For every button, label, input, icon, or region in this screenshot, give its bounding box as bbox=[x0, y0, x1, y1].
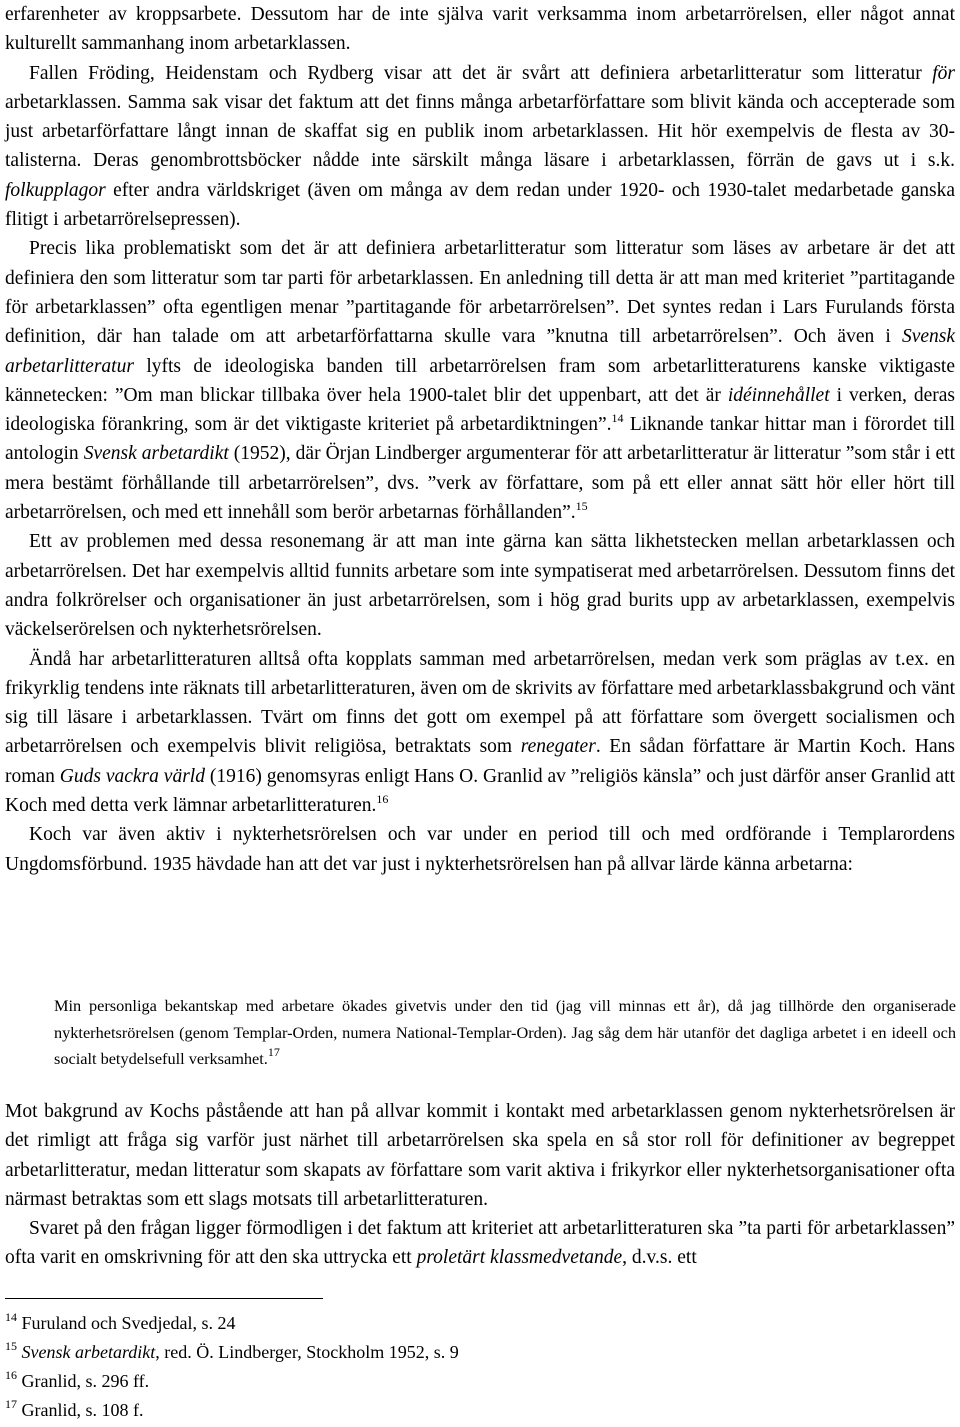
text-run: . En sådan författare är Martin Koch. Hans roman bbox=[5, 736, 956, 787]
footnote-reference: 17 bbox=[267, 1045, 280, 1059]
text-run: , red. Ö. Lindberger, Stockholm 1952, s. 9 bbox=[155, 1342, 459, 1362]
text-run: Granlid, s. 108 f. bbox=[21, 1400, 144, 1420]
text-run: (1916) genomsyras enligt Hans O. Granlid av ”religiös känsla” och just därför anser Granlid att Koch med detta verk lämnar arbetarlitteraturen. bbox=[5, 765, 955, 817]
italic-text: renegater bbox=[520, 736, 596, 758]
text-run: (1952), där Örjan Lindberger argumenterar för att arbetarlitteratur är litteratur ”som står i ett mera bestämt förhållande till arbetarrörelsen”, dvs. ”verk av författare, som på ett eller annat sätt hör eller hört till arbetarrörelsen, och med ett innehåll som berör arbetarnas förhållanden”. bbox=[5, 443, 955, 524]
text-run: lyfts de ideologiska banden till arbetarrörelsen fram som arbetarlitteraturens kanske viktigaste kännetecken: ”Om man blickar tillbaka över hela 1900-talet blir det uppenbart, att det är bbox=[5, 355, 955, 406]
text-run: Precis lika problematiskt som det är att definiera arbetarlitteratur som litteratur som läses av arbetare är det att definiera den som litteratur som tar parti för arbetarklassen. En anledning till detta är att man med kriteriet ”partitagande för arbetarklassen” ofta egentligen menar ”partitagande för arbetarrörelsen”. Det syntes redan i Lars Furulands första definition, där han talade om att arbetarförfattarna skulle vara ”knutna till arbetarrörelsen”. Och även i bbox=[5, 238, 955, 348]
paragraph-p5 bbox=[5, 820, 955, 879]
text-run: Liknande tankar hittar man i förordet till antologin bbox=[5, 414, 955, 465]
text-run: Ändå har arbetarlitteraturen alltså ofta kopplats samman med arbetarrörelsen, medan verk som präglas av t.ex. en frikyrklig tendens inte räknats till arbetarlitteraturen, även om de skrivits av författare med arbetarklassbakgrund och vänt sig till läsare i arbetarklassen. Tvärt om finns det gott om exempel på att författare som övergett socialismen och arbetarrörelsen och exempelvis blivit religiösa, betraktats som bbox=[5, 648, 955, 758]
body-text-bottom bbox=[5, 1097, 955, 1273]
text-run: efter andra världskriget (även om många av dem redan under 1920- och 1930-talet medarbetade ganska flitigt i arbetarrörelsepressen). bbox=[5, 179, 955, 231]
body-text-top bbox=[5, 0, 955, 879]
footnote-15 bbox=[5, 1338, 955, 1367]
text-run: Koch var även aktiv i nykterhetsrörelsen och var under en period till och med ordförande i Templarordens Ungdomsförbund. 1935 hävdade han att det var just i nykterhetsrörelsen han på allvar lärde känna arbetarna: bbox=[5, 824, 955, 875]
footnote-reference: 14 bbox=[611, 411, 624, 426]
text-run: Mot bakgrund av Kochs påstående att han på allvar kommit i kontakt med arbetarklassen genom nykterhetsrörelsen är det rimligt att fråga sig varför just närhet till arbetarrörelsen ska spela en så stor roll för definitioner av begreppet arbetarlitteratur, medan litteratur som skapats av författare som varit aktiva i frikyrkor eller nykterhetsorganisationer ofta närmast betraktas som ett slags motsats till arbetarlitteraturen. bbox=[5, 1101, 955, 1210]
footnote-16 bbox=[5, 1367, 955, 1396]
paragraph-p1 bbox=[5, 59, 955, 235]
paragraph-p0 bbox=[5, 0, 955, 59]
paragraph-p7 bbox=[5, 1214, 955, 1273]
text-run: , d.v.s. ett bbox=[622, 1247, 697, 1269]
italic-text: Svensk arbetardikt bbox=[83, 443, 229, 465]
italic-text: idéinnehållet bbox=[727, 384, 830, 406]
paragraph-p6 bbox=[5, 1097, 955, 1214]
italic-text: Guds vackra värld bbox=[59, 765, 205, 787]
paragraph-p3 bbox=[5, 527, 955, 644]
quote-paragraph bbox=[54, 993, 956, 1073]
footnotes bbox=[5, 1309, 955, 1425]
paragraph-p4 bbox=[5, 645, 955, 821]
italic-text: proletärt klassmedvetande bbox=[416, 1247, 623, 1269]
text-run: i verken, deras ideologiska förankring, som är det viktigaste kriteriet på arbetardiktningen”. bbox=[5, 384, 955, 436]
text-run: arbetarklassen. Samma sak visar det faktum att det finns många arbetarförfattare som blivit kända och accepterade som just arbetarförfattare långt innan de skaffat sig en publik inom arbetarklassen. Hit hör exempelvis de flesta av 30-talisterna. Deras genombrottsböcker nådde inte särskilt många läsare i arbetarklassen, förrän de gavs ut i s.k. bbox=[5, 91, 955, 172]
footnote-number: 14 bbox=[5, 1310, 17, 1324]
text-run: Min personliga bekantskap med arbetare ökades givetvis under den tid (jag vill minnas ett år), då jag tillhörde den organiserade nykterhetsrörelsen (genom Templar-Orden, numera National-Templar-Orden). Jag såg dem här utanför det dagliga arbetet i en ideell och socialt betydelsefull verksamhet. bbox=[54, 996, 956, 1068]
italic-text: Svensk arbetardikt bbox=[21, 1342, 156, 1362]
italic-text: för bbox=[932, 62, 955, 84]
text-run: Fallen Fröding, Heidenstam och Rydberg visar att det är svårt att definiera arbetarlitteratur som litteratur bbox=[29, 62, 933, 84]
footnote-number: 16 bbox=[5, 1368, 17, 1382]
footnote-number: 17 bbox=[5, 1397, 17, 1411]
text-run: Furuland och Svedjedal, s. 24 bbox=[21, 1313, 236, 1333]
footnote-number: 15 bbox=[5, 1339, 17, 1353]
footnote-reference: 16 bbox=[376, 792, 389, 807]
footnote-14 bbox=[5, 1309, 955, 1338]
italic-text: Svensk arbetarlitteratur bbox=[5, 326, 955, 377]
block-quote bbox=[54, 993, 956, 1073]
paragraph-p2 bbox=[5, 234, 955, 527]
footnote-reference: 15 bbox=[575, 499, 588, 514]
footnote-divider bbox=[5, 1298, 323, 1299]
document-page bbox=[5, 0, 955, 879]
text-run: Svaret på den frågan ligger förmodligen i det faktum att kriteriet att arbetarlitteraturen ska ”ta parti för arbetarklassen” ofta varit en omskrivning för att den ska uttrycka ett bbox=[5, 1218, 955, 1269]
footnote-17 bbox=[5, 1396, 955, 1425]
text-run: Granlid, s. 296 ff. bbox=[21, 1371, 150, 1391]
text-run: Ett av problemen med dessa resonemang är att man inte gärna kan sätta likhetstecken mellan arbetarklassen och arbetarrörelsen. Det har exempelvis alltid funnits arbetare som inte sympatiserat med arbetarrörelsen. Dessutom finns det andra folkrörelser och organisationer än just arbetarrörelsen, som i hög grad burits upp av arbetarklassen, exempelvis väckelserörelsen och nykterhetsrörelsen. bbox=[5, 531, 955, 641]
text-run: erfarenheter av kroppsarbete. Dessutom har de inte själva varit verksamma inom arbetarrörelsen, eller något annat kulturellt sammanhang inom arbetarklassen. bbox=[5, 4, 955, 55]
italic-text: folkupplagor bbox=[5, 179, 106, 201]
